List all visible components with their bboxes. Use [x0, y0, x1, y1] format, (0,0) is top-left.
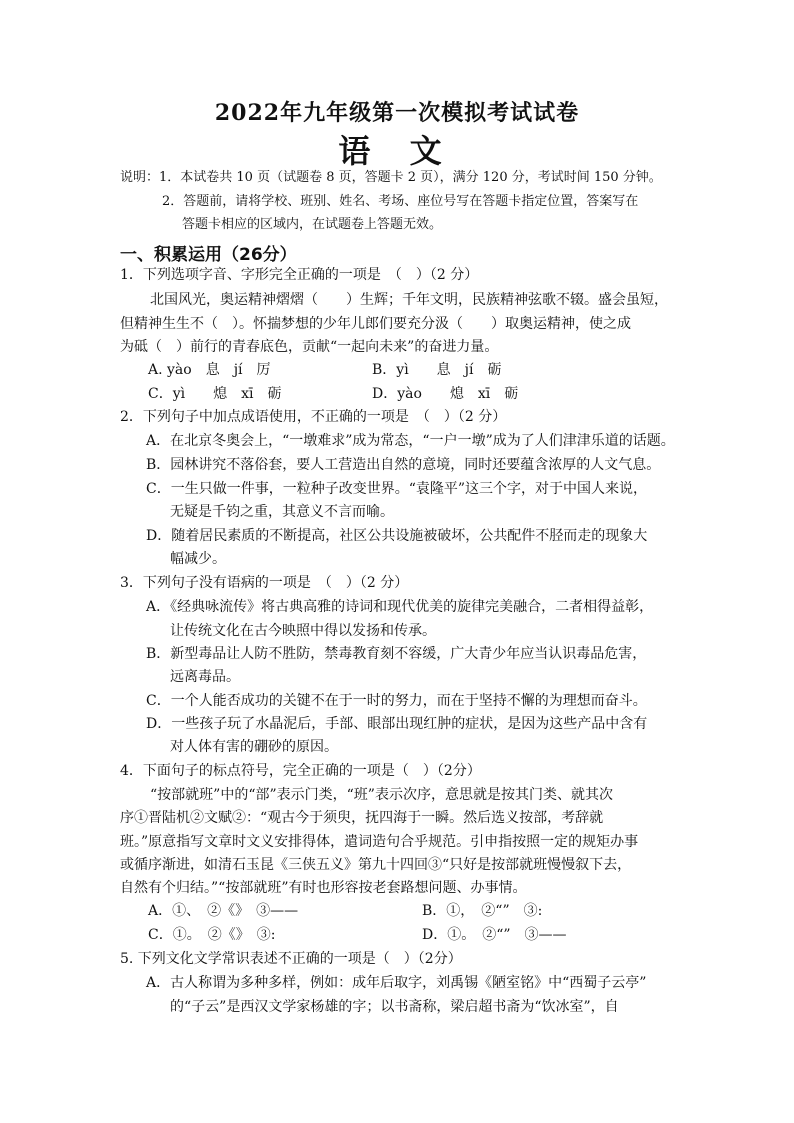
question-4-passage-line: 或循序渐进，如清石玉昆《三侠五义》第九十四回③“只好是按部就班慢慢叙下去， [120, 857, 632, 873]
question-1-option-c: C．yì 熄 xī 砺 [148, 386, 282, 402]
question-4-option-a: A．①、 ②《》 ③—— [148, 903, 299, 919]
instructions-line-2: 2．答题前，请将学校、班别、姓名、考场、座位号写在答题卡指定位置，答案写在 [162, 194, 639, 209]
instructions-line-1: 说明：1．本试卷共 10 页（试题卷 8 页，答题卡 2 页），满分 120 分，考试时间 150 分钟。 [120, 170, 662, 185]
question-3-option-a: A．《经典咏流传》将古典高雅的诗词和现代优美的旋律完美融合，二者相得益彰， [146, 599, 654, 615]
section-heading: 一、积累运用（26分） [120, 245, 297, 265]
instructions-line-3: 答题卡相应的区域内，在试题卷上答题无效。 [182, 217, 443, 232]
question-4-passage-line: 自然有个归结。”“按部就班”有时也形容按老套路想问题、办事情。 [120, 880, 527, 896]
question-3-option-b-cont: 远离毒品。 [170, 669, 240, 685]
question-1-option-b: B．yì 息 jí 砺 [372, 362, 502, 378]
question-1-option-a: A. yào 息 jí 厉 [148, 362, 271, 378]
question-5-option-a-cont: 的“子云”是西汉文学家杨雄的字；以书斋称，梁启超书斋为“饮冰室”，自 [170, 999, 619, 1015]
question-1-passage-line: 为砥（ ）前行的青春底色，贡献“一起向未来”的奋进力量。 [120, 339, 499, 355]
question-3-stem: 3．下列句子没有语病的一项是 （ ）（2 分） [120, 575, 409, 591]
subject-title: 语 文 [338, 132, 456, 170]
question-4-option-b: B．①， ②“” ③: [422, 903, 543, 919]
question-5-option-a: A．古人称谓为多种多样，例如：成年后取字，刘禹锡《陋室铭》中“西蜀子云亭” [146, 975, 647, 991]
question-2-option-c: C．一生只做一件事，一粒种子改变世界。“袁隆平”这三个字，对于中国人来说， [146, 481, 648, 497]
question-1-passage-line: 北国风光，奥运精神熠熠（ ）生辉；千年文明，民族精神弦歌不辍。盛会虽短， [150, 292, 668, 308]
question-4-passage-line: “按部就班”中的“部”表示门类，“班”表示次序，意思就是按其门类、就其次 [150, 787, 613, 803]
question-4-option-c: C．①。 ②《》 ③: [148, 927, 276, 943]
question-5-stem: 5. 下列文化文学常识表述不正确的一项是（ ）（2分） [120, 951, 462, 967]
exam-title: 2022年九年级第一次模拟考试试卷 [214, 100, 580, 126]
question-1-option-d: D．yào 熄 xī 砺 [372, 386, 519, 402]
question-2-option-d-cont: 幅减少。 [170, 551, 226, 567]
question-3-option-c: C．一个人能否成功的关键不在于一时的努力，而在于坚持不懈的为理想而奋斗。 [146, 693, 647, 709]
question-3-option-d: D．一些孩子玩了水晶泥后，手部、眼部出现红肿的症状，是因为这些产品中含有 [146, 716, 648, 732]
question-3-option-a-cont: 让传统文化在古今映照中得以发扬和传承。 [170, 623, 436, 639]
question-4-passage-line: 班。”原意指写文章时文义安排得体，遣词造句合乎规范。引申指按照一定的规矩办事 [120, 834, 639, 850]
question-2-option-c-cont: 无疑是千钧之重，其意义不言而喻。 [170, 504, 394, 520]
question-3-option-b: B．新型毒品让人防不胜防，禁毒教育刻不容缓，广大青少年应当认识毒品危害， [146, 646, 647, 662]
question-2-option-a: A．在北京冬奥会上，“一墩难求”成为常态，“一户一墩”成为了人们津津乐道的话题。 [146, 433, 675, 449]
question-4-option-d: D．①。 ②“” ③—— [422, 927, 567, 943]
question-1-passage-line: 但精神生生不（ ）。怀揣梦想的少年儿郎们要充分汲（ ）取奥运精神，使之成 [120, 316, 631, 332]
question-4-passage-line: 序①晋陆机②文赋②：“观古今于须臾，抚四海于一瞬。然后选义按部，考辞就 [120, 810, 604, 826]
question-3-option-d-cont: 对人体有害的硼砂的原因。 [170, 739, 338, 755]
question-1-stem: 1．下列选项字音、字形完全正确的一项是 （ ）（2 分） [120, 267, 479, 283]
question-2-stem: 2．下列句子中加点成语使用，不正确的一项是 （ ）（2 分） [120, 409, 507, 425]
question-4-stem: 4．下面句子的标点符号，完全正确的一项是（ ）（2分） [120, 763, 481, 779]
question-2-option-d: D．随着居民素质的不断提高，社区公共设施被破坏，公共配件不胫而走的现象大 [146, 528, 648, 544]
question-2-option-b: B．园林讲究不落俗套，要人工营造出自然的意境，同时还要蕴含浓厚的人文气息。 [146, 457, 661, 473]
